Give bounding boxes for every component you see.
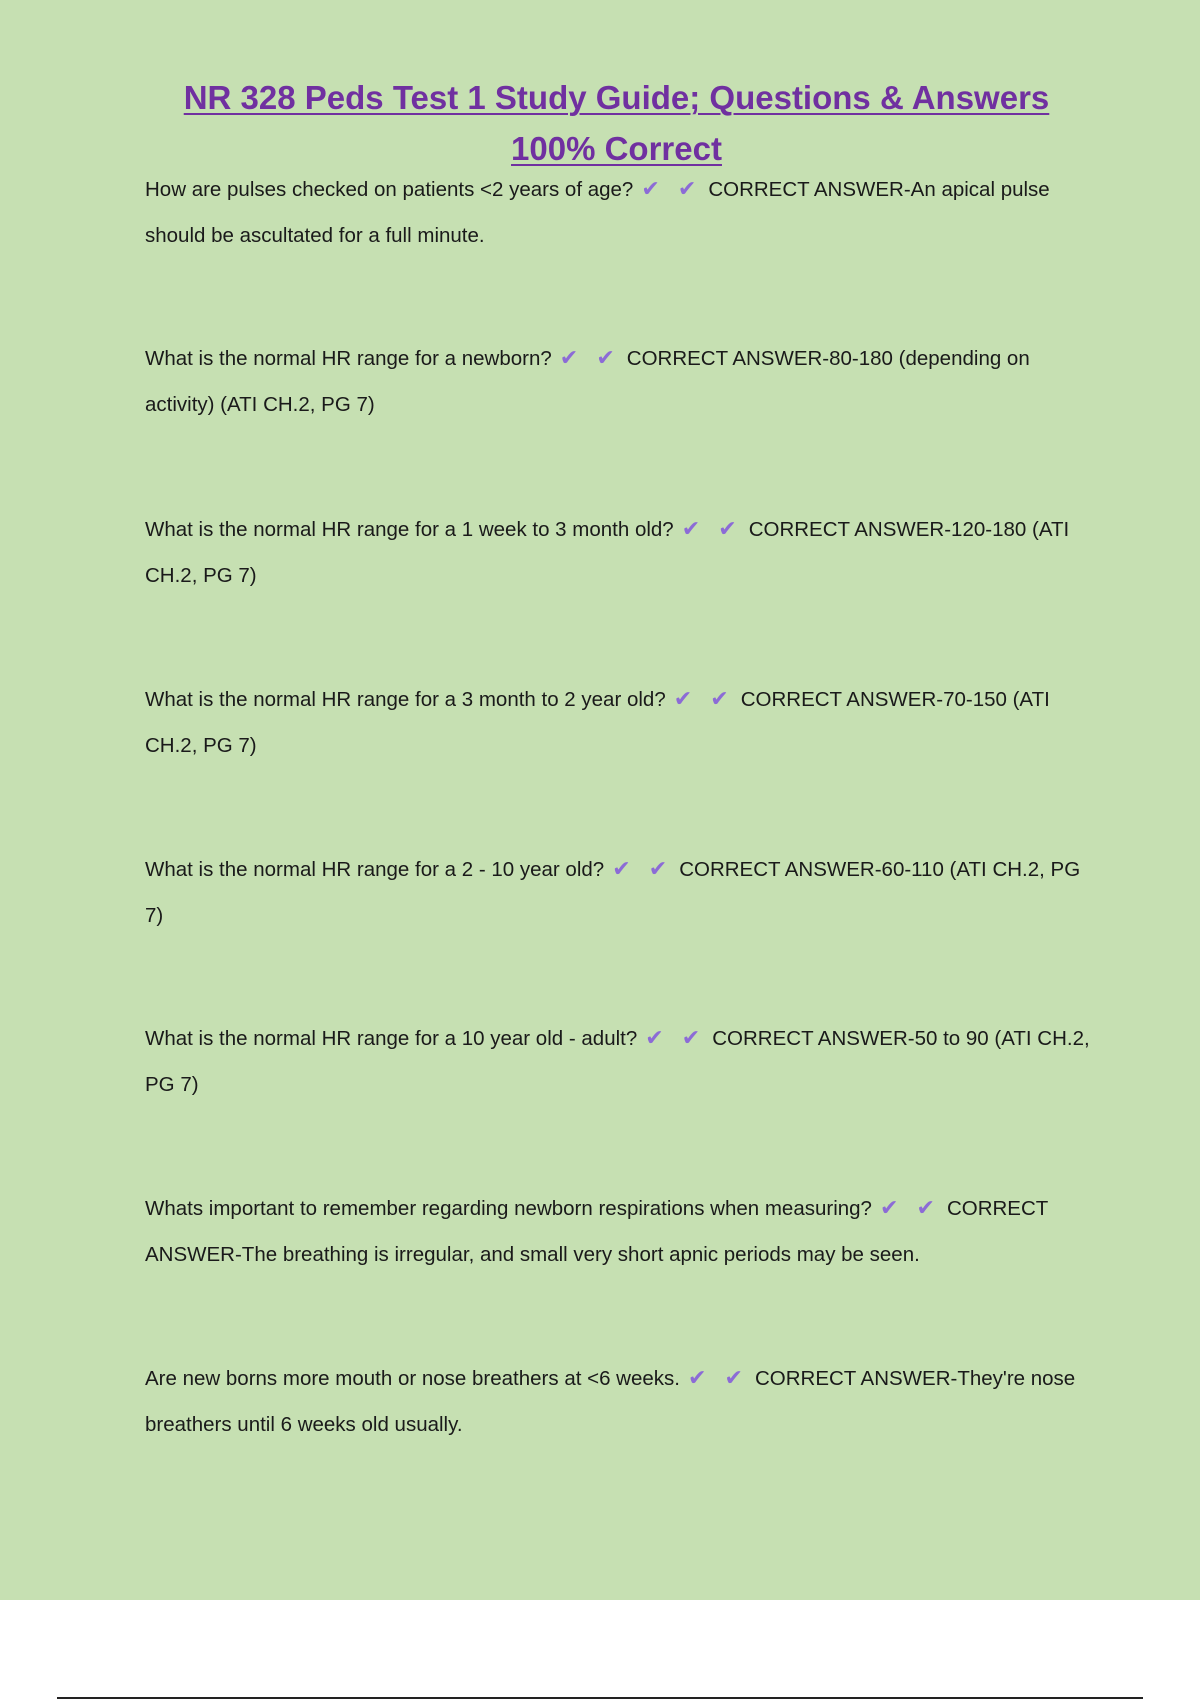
qa-item — [145, 166, 1090, 259]
qa-item — [145, 676, 1090, 769]
question-text: What is the normal HR range for a 1 week to 3 month old? — [145, 518, 674, 541]
question-text: How are pulses checked on patients <2 years of age? — [145, 178, 634, 201]
question-text: What is the normal HR range for a 10 year old - adult? — [145, 1027, 638, 1050]
double-check-icon: ✔ ✔ — [687, 1365, 749, 1390]
question-text: What is the normal HR range for a newborn? — [145, 347, 552, 370]
answer-text: CORRECT ANSWER-120-180 (ATI CH.2, PG 7) — [145, 518, 1070, 587]
answer-text: CORRECT ANSWER-80-180 (depending on activity) (ATI CH.2, PG 7) — [145, 347, 1030, 416]
question-text: What is the normal HR range for a 2 - 10 year old? — [145, 858, 605, 881]
qa-item — [145, 1185, 1090, 1278]
question-text: Are new borns more mouth or nose breathers at <6 weeks. — [145, 1367, 680, 1390]
answer-text: CORRECT ANSWER-An apical pulse should be ascultated for a full minute. — [145, 178, 1050, 247]
double-check-icon: ✔ ✔ — [645, 1025, 707, 1050]
question-text: What is the normal HR range for a 3 month to 2 year old? — [145, 688, 666, 711]
double-check-icon: ✔ ✔ — [673, 686, 735, 711]
answer-text: CORRECT ANSWER-They're nose breathers until 6 weeks old usually. — [145, 1367, 1076, 1436]
qa-item — [145, 506, 1090, 599]
qa-item — [145, 1015, 1090, 1108]
qa-item — [145, 846, 1090, 939]
answer-text: CORRECT ANSWER-The breathing is irregular, and small very short apnic periods may be seen. — [145, 1197, 1048, 1266]
answer-text: CORRECT ANSWER-60-110 (ATI CH.2, PG 7) — [145, 858, 1081, 927]
double-check-icon: ✔ ✔ — [641, 176, 703, 201]
title-line-1: NR 328 Peds Test 1 Study Guide; Questions & Answers — [183, 79, 1050, 116]
qa-item — [145, 1355, 1090, 1448]
double-check-icon: ✔ ✔ — [879, 1195, 941, 1220]
question-text: Whats important to remember regarding newborn respirations when measuring? — [145, 1197, 872, 1220]
qa-item — [145, 335, 1090, 428]
double-check-icon: ✔ ✔ — [612, 856, 674, 881]
document-title — [120, 72, 1113, 174]
title-line-2: 100% Correct — [511, 130, 722, 167]
answer-text: CORRECT ANSWER-50 to 90 (ATI CH.2, PG 7) — [145, 1027, 1090, 1096]
footer-divider — [57, 1697, 1143, 1699]
double-check-icon: ✔ ✔ — [681, 516, 743, 541]
double-check-icon: ✔ ✔ — [559, 345, 621, 370]
answer-text: CORRECT ANSWER-70-150 (ATI CH.2, PG 7) — [145, 688, 1050, 757]
